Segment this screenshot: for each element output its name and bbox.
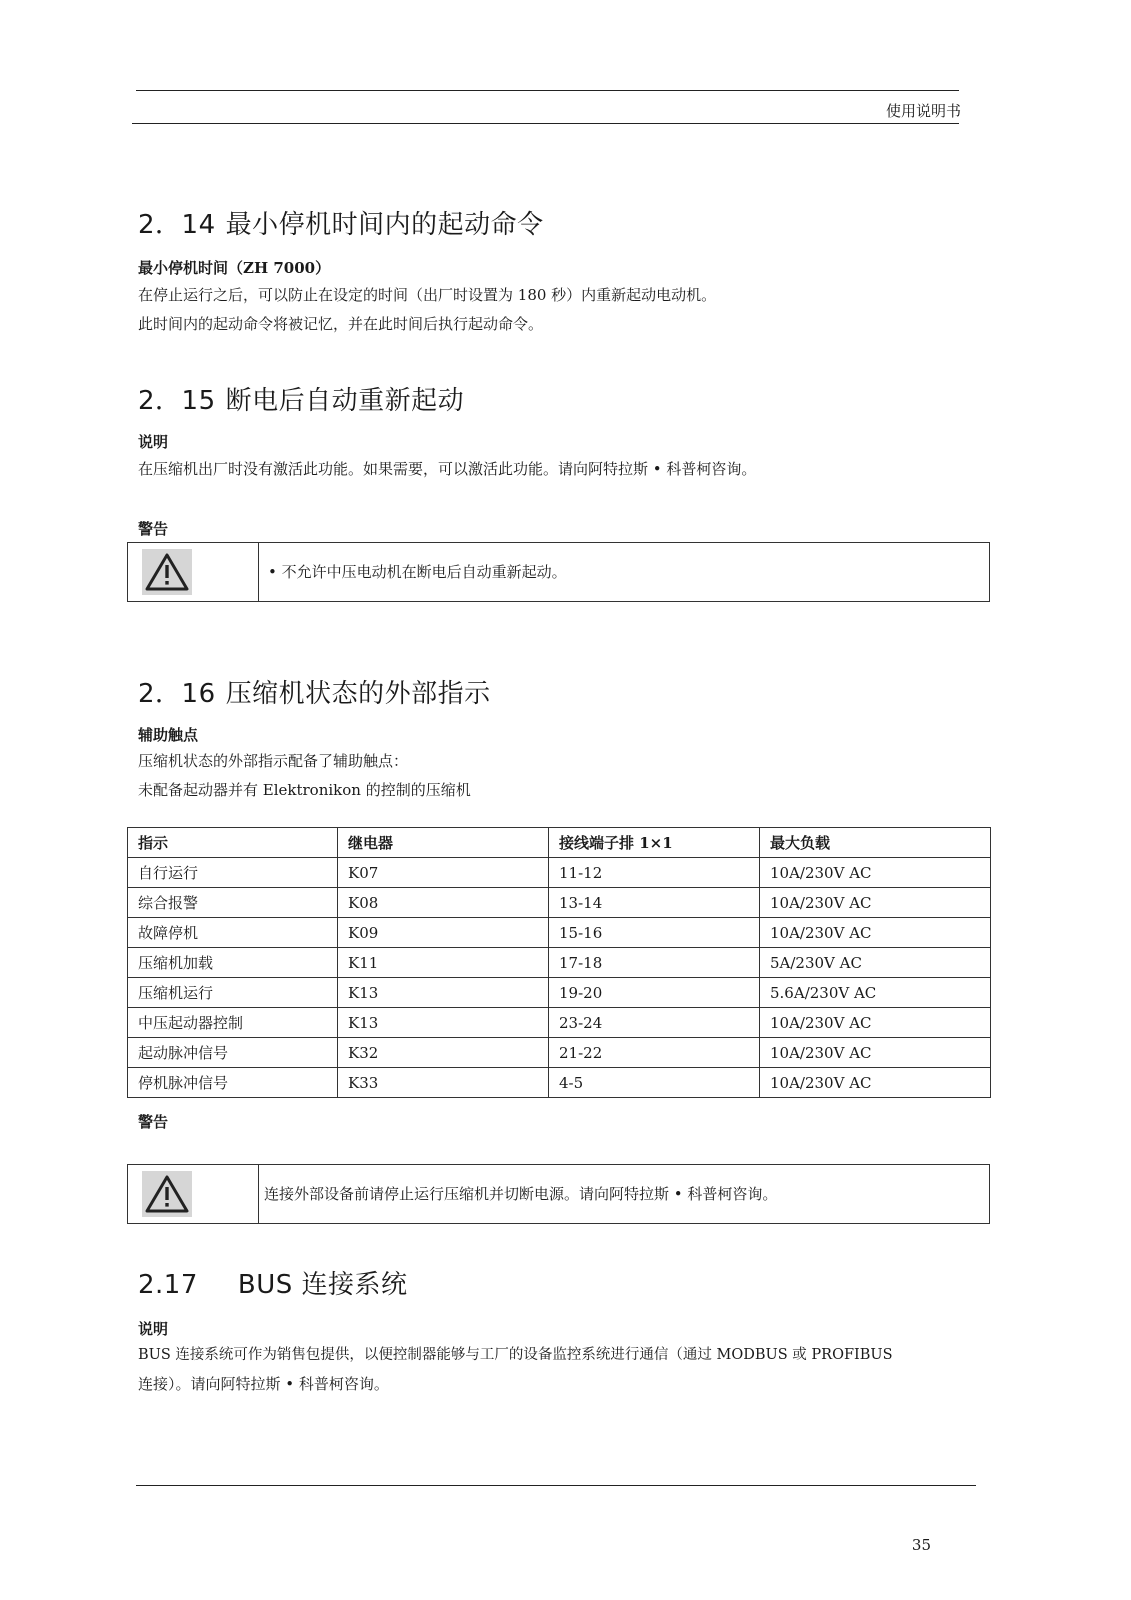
table-cell: 13-14 [549,888,760,918]
section-number: 2．15 [138,386,216,416]
table-cell: 17-18 [549,948,760,978]
section-title: 压缩机状态的外部指示 [225,679,491,709]
table-cell: K08 [338,888,549,918]
paragraph: 在压缩机出厂时没有激活此功能。如果需要，可以激活此功能。请向阿特拉斯 • 科普柯咨询。 [138,460,757,478]
subheading: 说明 [138,433,169,451]
table-row [128,1008,991,1038]
table-cell: K33 [338,1068,549,1098]
table-cell: 23-24 [549,1008,760,1038]
warning-text: • 不允许中压电动机在断电后自动重新起动。 [268,563,567,581]
section-number: 2．16 [138,679,216,709]
subheading: 最小停机时间（ZH 7000） [138,259,331,277]
paragraph: 未配备起动器并有 Elektronikon 的控制的压缩机 [138,781,471,799]
table-row [128,1068,991,1098]
column-header: 指示 [128,828,338,858]
section-heading-2-15 [138,380,464,417]
table-cell: 10A/230V AC [760,1008,991,1038]
section-title: 断电后自动重新起动 [225,386,465,416]
table-cell: 5A/230V AC [760,948,991,978]
warning-icon-cell [128,543,259,601]
warning-label: 警告 [138,1113,169,1131]
table-row [128,948,991,978]
table-cell: K13 [338,978,549,1008]
table-cell: 10A/230V AC [760,888,991,918]
table-cell: 中压起动器控制 [128,1008,338,1038]
table-cell: 停机脉冲信号 [128,1068,338,1098]
table-cell: 15-16 [549,918,760,948]
column-header: 接线端子排 1×1 [549,828,760,858]
column-header: 继电器 [338,828,549,858]
column-header: 最大负载 [760,828,991,858]
table-header-row [128,828,991,858]
table-row [128,858,991,888]
table-cell: K09 [338,918,549,948]
table-cell: 10A/230V AC [760,1068,991,1098]
paragraph: 在停止运行之后，可以防止在设定的时间（出厂时设置为 180 秒）内重新起动电动机。 [138,286,717,304]
section-heading-2-17 [138,1264,408,1301]
paragraph: 此时间内的起动命令将被记忆，并在此时间后执行起动命令。 [138,315,544,333]
table-cell: K11 [338,948,549,978]
table-cell: 自行运行 [128,858,338,888]
table-cell: 5.6A/230V AC [760,978,991,1008]
paragraph: BUS 连接系统可作为销售包提供，以便控制器能够与工厂的设备监控系统进行通信（通过 MODBUS 或 PROFIBUS [138,1347,893,1363]
warning-triangle-icon [142,549,192,595]
section-heading-2-16 [138,673,491,710]
table-cell: 综合报警 [128,888,338,918]
footer-rule [136,1485,976,1486]
section-number: 2.17 [138,1270,198,1300]
warning-label: 警告 [138,520,169,538]
subheading: 说明 [138,1320,169,1338]
table-row [128,1038,991,1068]
section-number: 2．14 [138,210,216,240]
section-heading-2-14 [138,204,544,241]
table-cell: 10A/230V AC [760,918,991,948]
header-rule-bottom [132,123,959,124]
table-row [128,888,991,918]
document-title: 使用说明书 [885,102,961,120]
section-title: BUS 连接系统 [237,1270,408,1300]
table-cell: K32 [338,1038,549,1068]
table-cell: K07 [338,858,549,888]
warning-icon-cell [128,1165,259,1223]
table-row [128,978,991,1008]
warning-box [127,1164,990,1224]
table-cell: 压缩机运行 [128,978,338,1008]
section-title: 最小停机时间内的起动命令 [225,210,544,240]
subheading: 辅助触点 [138,726,199,744]
warning-text: 连接外部设备前请停止运行压缩机并切断电源。请向阿特拉斯 • 科普柯咨询。 [264,1185,778,1203]
paragraph: 连接）。请向阿特拉斯 • 科普柯咨询。 [138,1375,389,1393]
table-cell: 故障停机 [128,918,338,948]
table-cell: 19-20 [549,978,760,1008]
table-row [128,918,991,948]
table-cell: 起动脉冲信号 [128,1038,338,1068]
table-cell: K13 [338,1008,549,1038]
warning-box [127,542,990,602]
table-cell: 21-22 [549,1038,760,1068]
table-cell: 10A/230V AC [760,858,991,888]
paragraph: 压缩机状态的外部指示配备了辅助触点： [138,752,409,770]
page-number: 35 [911,1536,931,1554]
header-rule-top [136,90,959,91]
table-cell: 压缩机加载 [128,948,338,978]
relay-table [127,827,991,1098]
warning-triangle-icon [142,1171,192,1217]
table-cell: 11-12 [549,858,760,888]
table-cell: 10A/230V AC [760,1038,991,1068]
table-cell: 4-5 [549,1068,760,1098]
